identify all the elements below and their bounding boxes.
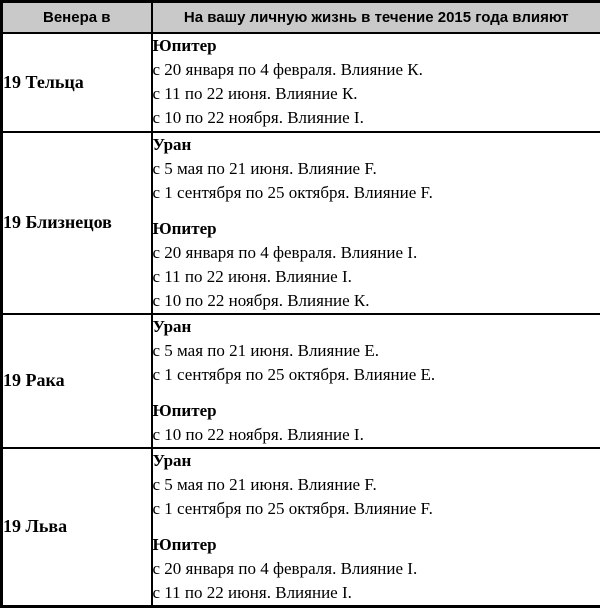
influence-line: с 20 января по 4 февраля. Влияние I. <box>153 241 600 265</box>
sign-cell: 19 Льва <box>2 448 152 607</box>
planet-group <box>153 533 600 605</box>
planet-name: Юпитер <box>153 399 600 423</box>
influence-line: с 10 по 22 ноября. Влияние I. <box>153 423 600 447</box>
influence-cell <box>152 33 600 132</box>
table-row-taurus <box>2 33 600 132</box>
influence-line: с 11 по 22 июня. Влияние I. <box>153 581 600 605</box>
header-row <box>2 2 600 33</box>
influence-line: с 5 мая по 21 июня. Влияние F. <box>153 473 600 497</box>
sign-cell: 19 Близнецов <box>2 132 152 314</box>
planet-group <box>153 217 600 313</box>
planet-name: Юпитер <box>153 533 600 557</box>
planet-group <box>153 399 600 447</box>
header-influences-2015: На вашу личную жизнь в течение 2015 года влияют <box>152 2 600 33</box>
planet-name: Юпитер <box>153 217 600 241</box>
sign-cell: 19 Тельца <box>2 33 152 132</box>
influence-line: с 1 сентября по 25 октября. Влияние F. <box>153 497 600 521</box>
planet-group <box>153 34 600 130</box>
influence-line: с 1 сентября по 25 октября. Влияние F. <box>153 181 600 205</box>
table-row-gemini <box>2 132 600 314</box>
planet-group <box>153 315 600 387</box>
header-venus-in: Венера в <box>2 2 152 33</box>
planet-name: Юпитер <box>153 34 600 58</box>
planet-group <box>153 133 600 205</box>
table-row-cancer <box>2 314 600 448</box>
sign-cell: 19 Рака <box>2 314 152 448</box>
influence-cell <box>152 448 600 607</box>
influence-line: с 1 сентября по 25 октября. Влияние Е. <box>153 363 600 387</box>
influence-line: с 20 января по 4 февраля. Влияние К. <box>153 58 600 82</box>
planet-group <box>153 449 600 521</box>
influence-line: с 11 по 22 июня. Влияние К. <box>153 82 600 106</box>
planet-name: Уран <box>153 315 600 339</box>
influence-cell <box>152 314 600 448</box>
table-row-leo <box>2 448 600 607</box>
planet-name: Уран <box>153 449 600 473</box>
influence-cell <box>152 132 600 314</box>
influence-line: с 10 по 22 ноября. Влияние I. <box>153 106 600 130</box>
influence-line: с 20 января по 4 февраля. Влияние I. <box>153 557 600 581</box>
influence-line: с 5 мая по 21 июня. Влияние Е. <box>153 339 600 363</box>
influence-line: с 11 по 22 июня. Влияние I. <box>153 265 600 289</box>
influence-line: с 10 по 22 ноября. Влияние К. <box>153 289 600 313</box>
influence-line: с 5 мая по 21 июня. Влияние F. <box>153 157 600 181</box>
planet-name: Уран <box>153 133 600 157</box>
